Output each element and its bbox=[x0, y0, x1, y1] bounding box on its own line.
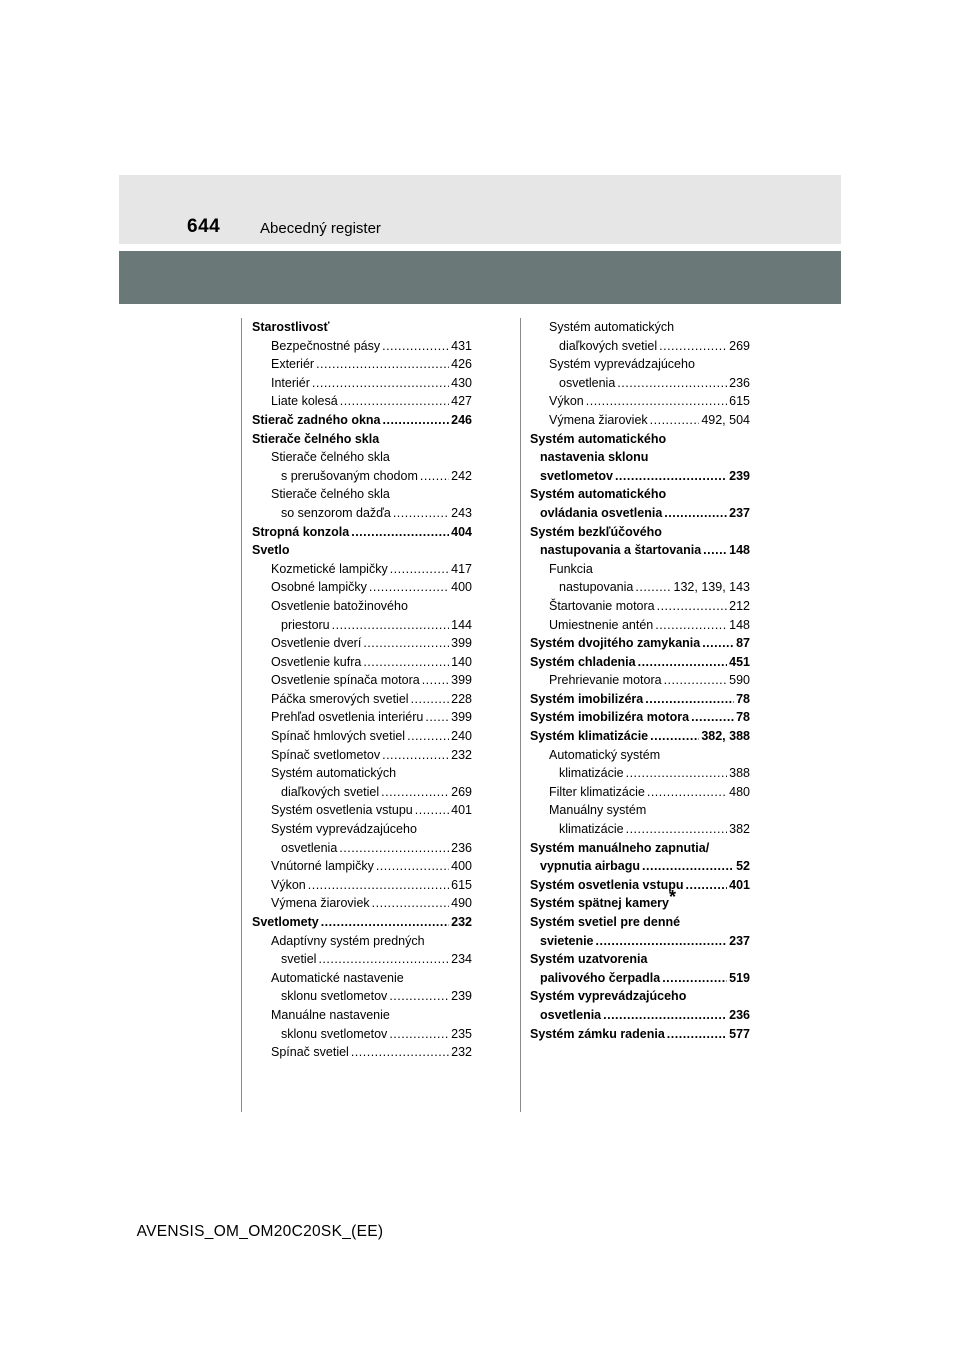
index-entry bbox=[530, 504, 750, 523]
index-entry bbox=[530, 839, 750, 858]
dot-leader bbox=[351, 1043, 449, 1062]
index-entry-term: sklonu svetlometov bbox=[281, 1026, 388, 1041]
dot-leader bbox=[389, 987, 449, 1006]
index-entry bbox=[530, 727, 750, 746]
index-entry bbox=[252, 1043, 472, 1062]
index-entry-page: 615 bbox=[451, 877, 472, 892]
index-entry-page: 148 bbox=[729, 543, 750, 558]
dot-leader bbox=[647, 783, 727, 802]
index-entry-term: svetiel bbox=[281, 952, 317, 967]
index-entry bbox=[530, 560, 750, 579]
index-entry bbox=[252, 801, 472, 820]
index-entry bbox=[252, 411, 472, 430]
dot-leader bbox=[308, 876, 449, 895]
dot-leader bbox=[312, 374, 449, 393]
index-entry bbox=[252, 560, 472, 579]
index-entry-term: Systém automatického bbox=[530, 431, 667, 446]
index-entry-page: 400 bbox=[451, 859, 472, 874]
index-entry-term: osvetlenia bbox=[540, 1007, 602, 1022]
index-entry bbox=[530, 746, 750, 765]
index-entry-term: Starostlivosť bbox=[252, 320, 330, 334]
index-entry-term: Bezpečnostné pásy bbox=[271, 338, 381, 353]
index-entry-page: 232 bbox=[451, 915, 472, 929]
index-entry bbox=[530, 1006, 750, 1025]
dot-leader bbox=[383, 411, 450, 430]
index-entry bbox=[530, 987, 750, 1006]
index-entry-term: klimatizácie bbox=[559, 766, 624, 781]
index-entry bbox=[252, 820, 472, 839]
index-entry bbox=[252, 708, 472, 727]
index-entry bbox=[530, 597, 750, 616]
dot-leader bbox=[659, 337, 727, 356]
index-entry-term: Adaptívny systém predných bbox=[271, 933, 425, 948]
index-entry bbox=[252, 764, 472, 783]
index-entry-page: 480 bbox=[729, 784, 750, 799]
index-entry-page: 417 bbox=[451, 561, 472, 576]
dot-leader bbox=[642, 857, 734, 876]
index-entry-term: Systém svetiel pre denné bbox=[530, 915, 681, 929]
index-entry bbox=[252, 876, 472, 895]
index-entry bbox=[252, 523, 472, 542]
index-entry-term: Kozmetické lampičky bbox=[271, 561, 388, 576]
index-entry bbox=[252, 430, 472, 449]
index-entry-page: 132, 139, 143 bbox=[673, 580, 750, 595]
index-entry-page: 87 bbox=[736, 636, 750, 651]
index-entry bbox=[252, 932, 472, 951]
dot-leader bbox=[351, 523, 449, 542]
dot-leader bbox=[389, 1025, 449, 1044]
index-entry-term: s prerušovaným chodom bbox=[281, 468, 418, 483]
index-entry-term: Výmena žiaroviek bbox=[549, 412, 648, 427]
index-entry bbox=[252, 746, 472, 765]
index-entry-page: 492, 504 bbox=[701, 412, 750, 427]
column-divider-right bbox=[520, 318, 521, 1112]
index-entry bbox=[530, 523, 750, 542]
index-entry bbox=[530, 1025, 750, 1044]
index-entry-page: 228 bbox=[451, 691, 472, 706]
index-entry-term: Štartovanie motora bbox=[549, 598, 655, 613]
index-entry-page: 401 bbox=[451, 803, 472, 818]
index-entry bbox=[530, 616, 750, 635]
dot-leader bbox=[617, 374, 727, 393]
index-entry-term: Výkon bbox=[549, 394, 584, 409]
index-entry-term: Systém bezkľúčového bbox=[530, 524, 662, 539]
dot-leader bbox=[382, 337, 449, 356]
index-entry-page: 404 bbox=[451, 524, 472, 539]
index-entry-term: Stropná konzola bbox=[252, 524, 350, 539]
index-entry bbox=[530, 392, 750, 411]
dot-leader bbox=[626, 820, 728, 839]
index-entry bbox=[530, 876, 750, 895]
index-entry-page: 615 bbox=[729, 394, 750, 409]
dot-leader bbox=[422, 671, 449, 690]
index-entry-term: Systém imobilizéra motora bbox=[530, 710, 690, 725]
index-entry-page: 236 bbox=[729, 1007, 750, 1022]
index-entry bbox=[252, 671, 472, 690]
dot-leader bbox=[702, 634, 734, 653]
index-entry bbox=[530, 430, 750, 449]
index-entry-term: Spínač svetiel bbox=[271, 1045, 349, 1060]
index-entry bbox=[530, 653, 750, 672]
index-entry bbox=[252, 913, 472, 932]
index-entry bbox=[530, 708, 750, 727]
index-entry-term: Funkcia bbox=[549, 561, 593, 576]
index-entry-term: Manuálny systém bbox=[549, 803, 647, 818]
index-entry-page: 144 bbox=[451, 617, 472, 632]
index-entry bbox=[252, 337, 472, 356]
page-number: 644 bbox=[187, 216, 221, 237]
index-entry-term: palivového čerpadla bbox=[540, 970, 661, 985]
dot-leader bbox=[650, 727, 699, 746]
index-entry-page: 490 bbox=[451, 896, 472, 911]
dot-leader bbox=[664, 504, 727, 523]
dot-leader bbox=[415, 801, 449, 820]
index-entry-page: 590 bbox=[729, 673, 750, 688]
index-entry-page: 382 bbox=[729, 822, 750, 837]
index-entry-page: 399 bbox=[451, 710, 472, 725]
dot-leader bbox=[650, 411, 700, 430]
index-entry-term: Systém dvojitého zamykania bbox=[530, 636, 701, 651]
index-entry bbox=[252, 485, 472, 504]
index-entry-term: Osvetlenie dverí bbox=[271, 636, 362, 651]
index-entry-term: Systém imobilizéra bbox=[530, 691, 644, 706]
index-entry-page: 236 bbox=[729, 375, 750, 390]
index-entry bbox=[252, 597, 472, 616]
index-entry bbox=[530, 634, 750, 653]
index-entry bbox=[530, 467, 750, 486]
index-entry-term: Osvetlenie kufra bbox=[271, 654, 362, 669]
index-entry-page: 269 bbox=[729, 338, 750, 353]
index-entry bbox=[252, 783, 472, 802]
index-entry-term: Automatický systém bbox=[549, 747, 661, 762]
index-entry bbox=[252, 857, 472, 876]
footnote-star: * bbox=[668, 887, 676, 908]
index-entry-page: 427 bbox=[451, 394, 472, 409]
index-entry-term: Osobné lampičky bbox=[271, 580, 367, 595]
dot-leader bbox=[340, 392, 449, 411]
dot-leader bbox=[586, 392, 727, 411]
index-entry-term: Systém osvetlenia vstupu bbox=[530, 877, 684, 892]
index-entry bbox=[252, 653, 472, 672]
section-title: Abecedný register bbox=[260, 220, 381, 237]
index-entry bbox=[530, 671, 750, 690]
index-entry-term: Svetlo bbox=[252, 543, 290, 558]
dot-leader bbox=[655, 616, 727, 635]
index-entry-page: 52 bbox=[736, 859, 750, 874]
index-entry-term: ovládania osvetlenia bbox=[540, 505, 663, 520]
index-entry-page: 451 bbox=[729, 654, 750, 669]
index-entry bbox=[252, 839, 472, 858]
index-entry-page: 234 bbox=[451, 952, 472, 967]
dot-leader bbox=[363, 653, 449, 672]
index-entry-term: diaľkových svetiel bbox=[559, 338, 658, 353]
index-entry-page: 232 bbox=[451, 1045, 472, 1060]
index-entry-page: 240 bbox=[451, 729, 472, 744]
dot-leader bbox=[664, 671, 728, 690]
index-entry-page: 232 bbox=[451, 747, 472, 762]
index-entry bbox=[252, 969, 472, 988]
index-entry-page: 246 bbox=[451, 412, 472, 427]
dot-leader bbox=[615, 467, 727, 486]
dot-leader bbox=[596, 932, 728, 951]
index-entry-term: Stierače čelného skla bbox=[271, 450, 390, 465]
index-entry-page: 78 bbox=[736, 710, 750, 725]
document-footer: AVENSIS_OM_OM20C20SK_(EE) bbox=[136, 1223, 384, 1240]
header-band bbox=[119, 175, 841, 244]
dot-leader bbox=[657, 597, 728, 616]
index-entry-page: 140 bbox=[451, 654, 472, 669]
index-entry bbox=[530, 932, 750, 951]
index-entry-term: Systém zámku radenia bbox=[530, 1026, 665, 1041]
index-entry-page: 399 bbox=[451, 636, 472, 651]
index-entry-page: 382, 388 bbox=[701, 729, 750, 744]
dot-leader bbox=[382, 746, 449, 765]
index-entry bbox=[252, 894, 472, 913]
index-entry-term: svietenie bbox=[540, 933, 594, 948]
index-entry-term: Výmena žiaroviek bbox=[271, 896, 370, 911]
index-entry-term: sklonu svetlometov bbox=[281, 989, 388, 1004]
index-entry bbox=[530, 783, 750, 802]
index-entry bbox=[252, 616, 472, 635]
index-entry-term: Stierač zadného okna bbox=[252, 412, 381, 427]
index-entry bbox=[252, 987, 472, 1006]
index-entry-page: 519 bbox=[729, 970, 750, 985]
index-entry-term: Systém automatického bbox=[530, 487, 667, 502]
index-entry bbox=[252, 1006, 472, 1025]
index-entry-term: Filter klimatizácie bbox=[549, 784, 645, 799]
index-entry-page: 237 bbox=[729, 505, 750, 520]
index-entry-term: nastupovania bbox=[559, 580, 634, 595]
index-entry-term: Systém vyprevádzajúceho bbox=[530, 989, 687, 1004]
index-entry-term: Prehrievanie motora bbox=[549, 673, 662, 688]
index-entry-term: Spínač hmlových svetiel bbox=[271, 729, 406, 744]
dot-leader bbox=[369, 578, 449, 597]
dot-leader bbox=[662, 969, 727, 988]
dot-leader bbox=[376, 857, 449, 876]
index-entry-page: 239 bbox=[451, 989, 472, 1004]
index-entry bbox=[530, 764, 750, 783]
index-entry-term: Výkon bbox=[271, 877, 306, 892]
index-entry bbox=[252, 374, 472, 393]
index-entry-page: 237 bbox=[729, 933, 750, 948]
dot-leader bbox=[626, 764, 728, 783]
index-entry-term: Svetlomety bbox=[252, 915, 319, 929]
index-entry-term: nastupovania a štartovania bbox=[540, 543, 702, 558]
index-entry bbox=[252, 355, 472, 374]
index-entry bbox=[530, 337, 750, 356]
index-entry-page: 426 bbox=[451, 357, 472, 372]
index-column-left bbox=[252, 318, 472, 1062]
dot-leader bbox=[411, 690, 450, 709]
index-entry-term: Systém uzatvorenia bbox=[530, 952, 648, 967]
index-entry-term: Stierače čelného skla bbox=[271, 487, 390, 502]
index-entry-term: Exteriér bbox=[271, 357, 315, 372]
index-entry bbox=[530, 485, 750, 504]
index-entry-term: Manuálne nastavenie bbox=[271, 1007, 390, 1022]
index-entry-term: Systém spätnej kamery bbox=[530, 896, 669, 911]
index-entry-term: Vnútorné lampičky bbox=[271, 859, 374, 874]
index-entry bbox=[252, 690, 472, 709]
index-entry bbox=[530, 541, 750, 560]
index-entry-term: priestoru bbox=[281, 617, 330, 632]
index-entry bbox=[530, 448, 750, 467]
index-entry bbox=[530, 969, 750, 988]
index-entry-term: svetlometov bbox=[540, 468, 613, 483]
index-entry bbox=[530, 411, 750, 430]
index-entry bbox=[252, 578, 472, 597]
index-entry bbox=[252, 467, 472, 486]
index-entry-page: 148 bbox=[729, 617, 750, 632]
dot-leader bbox=[332, 616, 450, 635]
index-entry-term: Systém automatických bbox=[271, 766, 397, 781]
dot-leader bbox=[363, 634, 449, 653]
dot-leader bbox=[372, 894, 449, 913]
index-entry-term: Systém automatických bbox=[549, 320, 675, 334]
index-entry-term: Systém vyprevádzajúceho bbox=[549, 357, 695, 372]
index-entry bbox=[252, 392, 472, 411]
index-entry bbox=[530, 690, 750, 709]
dot-leader bbox=[393, 504, 449, 523]
dot-leader bbox=[635, 578, 671, 597]
index-entry-page: 235 bbox=[451, 1026, 472, 1041]
dot-leader bbox=[318, 950, 449, 969]
index-entry-page: 236 bbox=[451, 840, 472, 855]
dot-leader bbox=[667, 1025, 727, 1044]
index-entry-term: so senzorom dažďa bbox=[281, 505, 391, 520]
index-entry-term: Systém osvetlenia vstupu bbox=[271, 803, 413, 818]
index-entry-term: nastavenia sklonu bbox=[540, 450, 649, 465]
dot-leader bbox=[645, 690, 734, 709]
index-column-right bbox=[530, 318, 750, 1043]
index-entry-term: klimatizácie bbox=[559, 822, 624, 837]
dot-leader bbox=[603, 1006, 727, 1025]
index-entry-page: 243 bbox=[451, 505, 472, 520]
index-entry bbox=[252, 1025, 472, 1044]
index-entry-page: 78 bbox=[736, 691, 750, 706]
index-entry bbox=[530, 801, 750, 820]
index-entry bbox=[530, 950, 750, 969]
index-entry bbox=[530, 318, 750, 337]
dot-leader bbox=[691, 708, 734, 727]
index-entry bbox=[530, 857, 750, 876]
index-entry-term: Systém klimatizácie bbox=[530, 729, 649, 744]
index-entry-page: 430 bbox=[451, 375, 472, 390]
index-entry bbox=[530, 820, 750, 839]
index-entry-term: Automatické nastavenie bbox=[271, 970, 404, 985]
index-entry-term: Stierače čelného skla bbox=[252, 431, 380, 446]
dot-leader bbox=[407, 727, 449, 746]
header-bar bbox=[119, 251, 841, 304]
dot-leader bbox=[420, 467, 449, 486]
index-entry bbox=[530, 374, 750, 393]
column-divider-left bbox=[241, 318, 242, 1112]
index-entry bbox=[530, 578, 750, 597]
index-entry-term: vypnutia airbagu bbox=[540, 859, 641, 874]
index-entry bbox=[252, 727, 472, 746]
index-entry-term: Osvetlenie spínača motora bbox=[271, 673, 420, 688]
index-entry-term: Systém manuálneho zapnutia/ bbox=[530, 840, 710, 855]
dot-leader bbox=[339, 839, 449, 858]
index-entry-term: Liate kolesá bbox=[271, 394, 338, 409]
index-entry-term: Umiestnenie antén bbox=[549, 617, 654, 632]
index-entry-term: Interiér bbox=[271, 375, 310, 390]
index-entry-page: 431 bbox=[451, 338, 472, 353]
index-entry bbox=[530, 913, 750, 932]
dot-leader bbox=[425, 708, 449, 727]
index-entry-page: 399 bbox=[451, 673, 472, 688]
index-entry-term: osvetlenia bbox=[559, 375, 616, 390]
dot-leader bbox=[686, 876, 728, 895]
index-entry bbox=[252, 634, 472, 653]
dot-leader bbox=[390, 560, 449, 579]
index-entry-term: Páčka smerových svetiel bbox=[271, 691, 409, 706]
index-entry-page: 239 bbox=[729, 468, 750, 483]
index-entry-page: 401 bbox=[729, 877, 750, 892]
index-entry-term: diaľkových svetiel bbox=[281, 784, 380, 799]
index-entry-term: Systém chladenia bbox=[530, 654, 636, 669]
dot-leader bbox=[638, 653, 728, 672]
index-entry-page: 269 bbox=[451, 784, 472, 799]
index-entry-page: 212 bbox=[729, 598, 750, 613]
index-entry bbox=[252, 504, 472, 523]
dot-leader bbox=[316, 355, 449, 374]
dot-leader bbox=[321, 913, 449, 932]
index-entry bbox=[252, 541, 472, 560]
index-entry bbox=[252, 448, 472, 467]
dot-leader bbox=[703, 541, 727, 560]
index-entry-page: 242 bbox=[451, 468, 472, 483]
index-entry bbox=[252, 950, 472, 969]
index-entry-term: Prehľad osvetlenia interiéru bbox=[271, 710, 424, 725]
index-entry-page: 577 bbox=[729, 1026, 750, 1041]
index-entry-term: osvetlenia bbox=[281, 840, 338, 855]
index-entry-term: Osvetlenie batožinového bbox=[271, 598, 408, 613]
index-entry-page: 388 bbox=[729, 766, 750, 781]
dot-leader bbox=[381, 783, 449, 802]
index-entry bbox=[252, 318, 472, 337]
index-entry-page: 400 bbox=[451, 580, 472, 595]
index-entry bbox=[530, 355, 750, 374]
index-entry-term: Spínač svetlometov bbox=[271, 747, 381, 762]
index-entry-term: Systém vyprevádzajúceho bbox=[271, 822, 417, 837]
index-entry bbox=[530, 887, 750, 913]
